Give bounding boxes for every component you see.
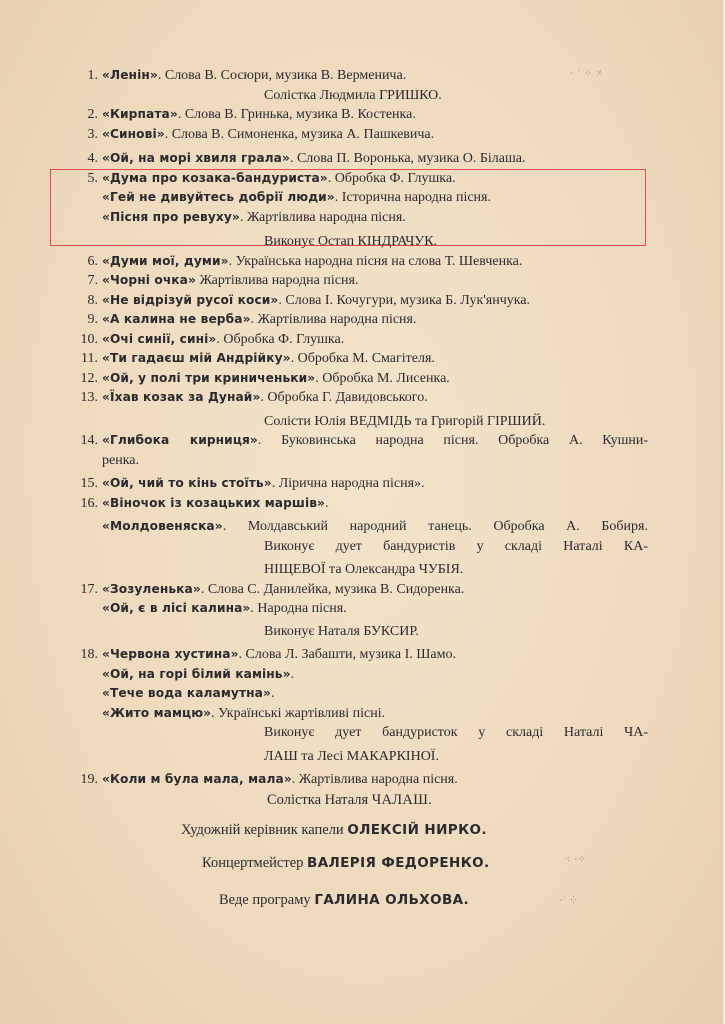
program-line: [78, 66, 648, 86]
song-title: «Віночок із козацьких маршів»: [102, 495, 326, 510]
program-line: [78, 310, 648, 330]
item-detail: . Обробка Ф. Глушка.: [327, 170, 456, 186]
song-title: «Глибока кирниця»: [102, 433, 258, 447]
item-text: [102, 105, 648, 125]
item-number: 16.: [80, 495, 98, 511]
item-number: 10.: [80, 331, 98, 347]
credit-soloist: Солістка Наталя ЧАЛАШ.: [267, 792, 433, 808]
item-detail: Солістка Людмила ГРИШКО.: [264, 87, 442, 103]
item-detail: Виконує Наталя БУКСИР.: [264, 623, 419, 639]
item-detail: . Слова І. Кочугури, музика Б. Лук'янчука.: [278, 292, 531, 308]
item-detail: . Буковинська народна пісня. Обробка А. Кушни-: [257, 433, 648, 448]
song-title: «Чорні очка»: [102, 273, 196, 287]
program-line: [78, 517, 648, 537]
song-title: «Ой, у полі три криниченьки»: [102, 370, 316, 385]
item-text: [102, 349, 648, 369]
item-text: [102, 494, 648, 514]
song-title: «Зозуленька»: [102, 581, 201, 596]
item-detail: . Обробка М. Лисенка.: [315, 370, 450, 386]
item-text: [102, 684, 648, 704]
item-text: [102, 208, 648, 228]
item-number: 11.: [81, 351, 98, 366]
program-line: [78, 169, 648, 189]
song-title: «Кирпата»: [102, 107, 178, 121]
program-line: [78, 86, 648, 106]
item-detail: . Народна пісня.: [250, 601, 347, 616]
program-line: [78, 412, 648, 432]
item-text: [102, 770, 648, 790]
item-text: [264, 232, 648, 252]
item-text: [264, 537, 648, 557]
song-title: «Гей не дивуйтесь добрії люди»: [102, 190, 335, 204]
song-title: «Червона хустина»: [102, 647, 239, 661]
item-number: 5.: [87, 170, 98, 186]
program-line: [78, 330, 648, 350]
song-title: «Ой, чий то кінь стоїть»: [102, 476, 272, 490]
item-text: [264, 560, 648, 580]
item-number: 2.: [87, 107, 98, 122]
item-text: [102, 369, 648, 389]
item-number: 8.: [87, 292, 98, 308]
item-number: 18.: [80, 647, 98, 662]
item-detail: . Жартівлива народна пісня.: [239, 209, 406, 225]
song-title: «Дума про козака-бандуриста»: [102, 170, 328, 185]
song-title: «Жито мамцю»: [102, 705, 212, 720]
item-detail: . Слова П. Воронька, музика О. Білаша.: [289, 151, 526, 166]
item-detail: . Слова С. Данилейка, музика В. Сидоренка.: [200, 581, 465, 597]
item-detail: . Історична народна пісня.: [334, 190, 491, 205]
program-line: [78, 188, 648, 208]
item-number: 1.: [87, 68, 98, 83]
item-text: [102, 252, 648, 272]
program-line: [78, 125, 648, 145]
item-text: [102, 665, 648, 685]
song-title: «Пісня про ревуху»: [102, 209, 240, 224]
program-line: [78, 599, 648, 619]
item-number: 7.: [87, 273, 98, 288]
song-title: «Очі синії, сині»: [102, 331, 217, 346]
item-number: 13.: [80, 390, 98, 405]
item-text: [102, 188, 648, 208]
item-text: [102, 599, 648, 619]
item-detail: .: [325, 495, 329, 511]
item-text: [102, 645, 648, 665]
item-detail: . Слова Л. Забашти, музика І. Шамо.: [238, 647, 457, 662]
program-line: [78, 665, 648, 685]
song-title: «Молдовеняска»: [102, 519, 223, 533]
item-text: [264, 723, 648, 743]
item-detail: .: [290, 666, 295, 682]
program-line: [78, 431, 648, 451]
item-detail: Жартівлива народна пісня.: [195, 273, 359, 288]
song-title: «Ой, є в лісі калина»: [102, 601, 251, 615]
item-text: [102, 704, 648, 724]
program-line: [78, 105, 648, 125]
item-detail: . Обробка Г. Давидовського.: [260, 390, 428, 405]
item-number: 17.: [80, 581, 98, 597]
item-detail: . Обробка М. Смагітеля.: [290, 351, 435, 366]
program-line: [78, 645, 648, 665]
item-text: [102, 66, 648, 86]
page-edge: [721, 0, 725, 1024]
item-text: [102, 388, 648, 408]
program-line: [78, 149, 648, 169]
item-detail: . Лірична народна пісня».: [271, 476, 425, 491]
item-text: [102, 474, 648, 494]
item-detail: Виконує дует бандуристів у складі Наталі КА-: [264, 538, 648, 554]
item-detail: Виконує дует бандуристок у складі Наталі ЧА-: [264, 725, 648, 740]
song-title: «А калина не верба»: [102, 312, 251, 326]
song-title: «Ой, на морі хвиля грала»: [102, 151, 290, 165]
program-line: [78, 494, 648, 514]
program-line: [78, 580, 648, 600]
song-title: «Ой, на горі білий камінь»: [102, 666, 291, 681]
program-line: [78, 252, 648, 272]
program-line: [78, 770, 648, 790]
item-number: 12.: [80, 370, 98, 386]
item-text: [102, 431, 648, 451]
program-line: [78, 723, 648, 743]
item-text: [264, 86, 648, 106]
item-detail: Виконує Остап КІНДРАЧУК.: [264, 234, 438, 249]
song-title: «Коли м була мала, мала»: [102, 772, 292, 786]
song-title: «Ленін»: [102, 68, 158, 82]
program-line: [78, 349, 648, 369]
item-detail: ЛАШ та Лесі МАКАРКІНОЇ.: [264, 748, 439, 764]
song-title: «Ти гадаєш мій Андрійку»: [102, 351, 291, 365]
program-line: [78, 747, 648, 767]
item-detail: . Слова В. Симоненка, музика А. Пашкевича.: [164, 126, 435, 142]
program-line: [78, 622, 648, 642]
item-number: 3.: [87, 126, 98, 142]
program-line: [78, 704, 648, 724]
item-detail: . Українська народна пісня на слова Т. Шевченка.: [228, 253, 523, 269]
item-text: [102, 271, 648, 291]
item-detail: . Обробка Ф. Глушка.: [216, 331, 345, 347]
item-detail: НІЩЕВОЇ та Олександра ЧУБІЯ.: [264, 562, 464, 577]
item-text: [102, 149, 648, 169]
item-detail: .: [270, 686, 275, 701]
song-title: «Думи мої, думи»: [102, 253, 229, 268]
item-detail: . Молдавський народний танець. Обробка А. Бобиря.: [222, 519, 648, 534]
ink-smudge: · ˙ ⁘ ⸓: [570, 68, 604, 78]
credit-host: Веде програму ГАЛИНА ОЛЬХОВА.: [219, 892, 470, 908]
item-text: [102, 517, 648, 537]
item-text: [102, 451, 648, 471]
program-line: [78, 232, 648, 252]
program-list: [78, 66, 648, 790]
ink-smudge: ⁖ ⸱⁘: [565, 854, 587, 864]
item-text: [102, 125, 648, 145]
item-number: 6.: [87, 253, 98, 269]
song-title: «Синові»: [102, 126, 165, 141]
item-detail: . Слова В. Гринька, музика В. Костенка.: [177, 107, 416, 122]
item-text: [102, 330, 648, 350]
item-text: [102, 580, 648, 600]
item-text: [102, 169, 648, 189]
program-line: [78, 684, 648, 704]
credit-director: Художній керівник капели ОЛЕКСІЙ НИРКО.: [181, 822, 487, 838]
item-text: [264, 622, 648, 642]
program-line: [78, 451, 648, 471]
program-line: [78, 388, 648, 408]
ink-smudge: ⸱˙ ⁛: [560, 895, 578, 905]
program-line: [78, 271, 648, 291]
program-line: [78, 560, 648, 580]
credit-accompanist: Концертмейстер ВАЛЕРІЯ ФЕДОРЕНКО.: [202, 855, 490, 871]
item-detail: . Слова В. Сосюри, музика В. Верменича.: [157, 68, 407, 83]
program-line: [78, 208, 648, 228]
item-text: [264, 412, 648, 432]
item-detail: . Жартівлива народна пісня.: [250, 312, 417, 327]
item-text: [102, 310, 648, 330]
item-detail: . Українські жартівливі пісні.: [211, 705, 386, 721]
program-line: [78, 474, 648, 494]
program-line: [78, 369, 648, 389]
item-number: 4.: [87, 151, 98, 166]
item-number: 19.: [80, 772, 98, 787]
item-number: 15.: [80, 476, 98, 491]
item-detail: ренка.: [102, 452, 140, 468]
program-line: [78, 291, 648, 311]
song-title: «Тече вода каламутна»: [102, 686, 271, 700]
item-detail: . Жартівлива народна пісня.: [291, 772, 458, 787]
item-number: 14.: [80, 433, 98, 448]
item-text: [102, 291, 648, 311]
item-detail: Солісти Юлія ВЕДМІДЬ та Григорій ГІРШИЙ.: [264, 413, 546, 429]
song-title: «Не відрізуй русої коси»: [102, 292, 279, 307]
item-text: [264, 747, 648, 767]
item-number: 9.: [87, 312, 98, 327]
program-line: [78, 537, 648, 557]
song-title: «Їхав козак за Дунай»: [102, 390, 261, 404]
